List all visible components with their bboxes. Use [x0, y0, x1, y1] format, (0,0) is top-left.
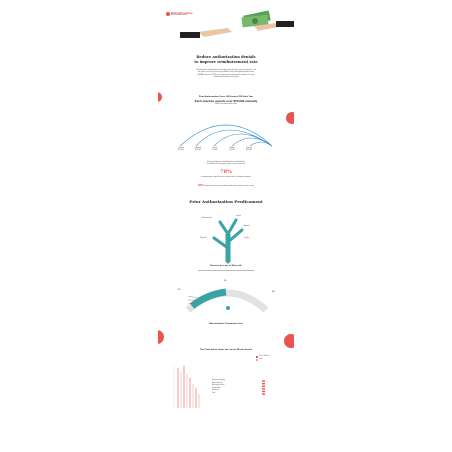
- predicament-title: Prior Authorization Predicament: [189, 199, 263, 204]
- predicament-caption: Revenue lost due to Write-offs: [210, 265, 242, 267]
- stat1-value: 78%: [220, 169, 232, 175]
- denials-bars: [172, 364, 212, 408]
- logo-text: BillingParadise: [171, 11, 193, 15]
- list-item: Registration / eligibility: [212, 380, 225, 381]
- spend-arc: [180, 125, 272, 146]
- admin-label-left: $3: [178, 289, 181, 291]
- hero-illustration: [158, 6, 294, 40]
- marker: [262, 393, 265, 394]
- arc-label: Clerical $11,000: [178, 147, 184, 151]
- legend-swatch: [256, 356, 258, 358]
- spend-arcs: [158, 112, 294, 148]
- stats-note-line1: Nearly all physicians stated that their workload has: [207, 161, 245, 163]
- stat2-text: of doctors say that prior authorization harms patient access to care: [204, 185, 255, 187]
- arc-label: Practice $10,000: [245, 147, 253, 151]
- marker: [262, 386, 265, 387]
- admin-label-mid: $5: [224, 280, 227, 282]
- marker: [262, 380, 265, 381]
- legend-label: Percent of denials: [259, 356, 270, 357]
- tree-label: Authorization: [202, 217, 212, 219]
- hero-intro-line1: Obtaining prior authorizations make physicians think that your prior denials, and: [196, 69, 256, 71]
- stats-note-line2: increased in the past year, which results in lost care: [206, 163, 246, 166]
- spend-arc: [250, 142, 272, 146]
- hero-intro-line2: the issue is recurring. A survey by Medical Group Management Association: [198, 71, 254, 74]
- tree-label: Write-off: [200, 237, 207, 239]
- logo-tagline: Healthcare Reimbursement: [171, 15, 187, 17]
- legend-swatch: [256, 359, 258, 361]
- tree-label: Appeal: [244, 225, 250, 227]
- admin-caption: Administrative Transaction Cost: [209, 323, 243, 325]
- spend-caption: Prior Authorization Costs US Doctors $23 Each Year: [198, 96, 254, 98]
- denials-title: The Chart below shows the reason PA was denied: [200, 349, 252, 351]
- giving-hand-icon: [180, 28, 232, 38]
- hero-intro-line3: (MGMA) shows that 82% have experienced requirements related to the prior: [197, 73, 255, 76]
- spend-arc: [196, 130, 272, 146]
- spend-headline: Each practice spends over $50,000 annually: [194, 98, 258, 103]
- decorative-orb: [158, 330, 164, 344]
- denials-reason-list: [212, 380, 225, 396]
- marker: [262, 388, 265, 389]
- list-item: Medical necessity: [212, 382, 223, 384]
- denials-markers: [262, 380, 276, 398]
- tree-label: Denial: [236, 215, 241, 217]
- arc-label: Nurse $9,000: [212, 147, 218, 151]
- legend-label: Count: [259, 359, 263, 360]
- stat2-value: 92%: [197, 183, 204, 187]
- list-item: Authorization missing: [212, 385, 225, 387]
- spend-sub: Here's how that breaks down: [215, 102, 237, 105]
- decorative-orb: [284, 334, 294, 348]
- hero-intro-line4: authorization burden is increasing: [213, 76, 239, 79]
- marker: [262, 391, 265, 392]
- tree-label: Delays: [244, 237, 250, 239]
- stat2-line: [158, 184, 294, 188]
- infographic-poster: [158, 0, 294, 452]
- arc-label: Medical $12,000: [194, 147, 202, 151]
- hero-title-line1: Reduce authorization denials: [196, 55, 256, 59]
- admin-gauge: [158, 282, 294, 322]
- list-item: Coding / billing: [212, 387, 221, 389]
- predicament-tree: [158, 208, 294, 262]
- admin-label-right: $11: [272, 291, 276, 293]
- hero-title-line2: to improve reimbursement rate: [194, 60, 258, 64]
- arc-label: Billing $9,000: [229, 147, 235, 151]
- marker: [262, 383, 265, 384]
- stat1-text: of organizations report that prior authorization is delaying treatment: [200, 176, 252, 178]
- list-item: Missing info: [212, 390, 219, 392]
- spend-arc: [214, 134, 272, 146]
- list-item: Other: [212, 392, 216, 394]
